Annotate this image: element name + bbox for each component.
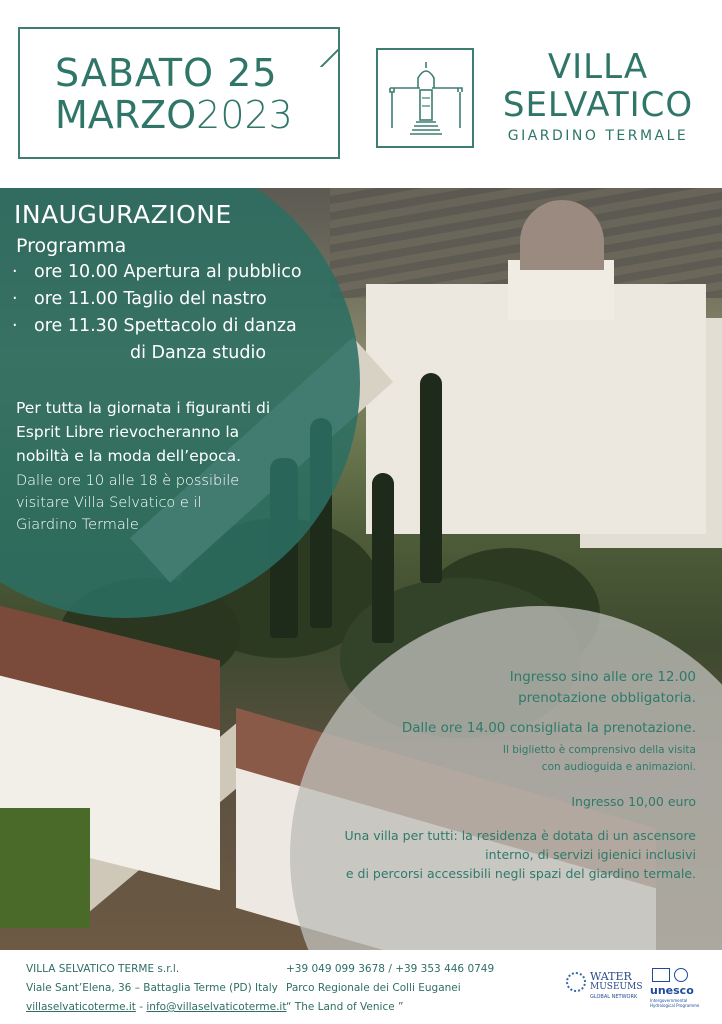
event-month-year [55, 93, 293, 137]
unesco-temple-icon [652, 968, 670, 982]
footer [0, 950, 722, 1024]
unesco-subtext: Intergovernmental Hydrological Programme [650, 998, 700, 1008]
villa-title-line1: VILLA [547, 47, 649, 87]
info-line: Dalle ore 14.00 consigliata la prenotazione. [401, 720, 696, 736]
bullet: · [12, 316, 18, 336]
footer-links [26, 998, 286, 1017]
ticket-price: Ingresso 10,00 euro [571, 794, 696, 809]
event-day: SABATO 25 [55, 51, 278, 95]
program-description [16, 396, 316, 468]
phone-numbers: +39 049 099 3678 / +39 353 446 0749 [286, 963, 495, 975]
description-line: Per tutta la giornata i figuranti di [16, 399, 271, 417]
photo-lawn [0, 808, 90, 928]
bullet: · [12, 289, 18, 309]
company-address: Viale Sant’Elena, 36 – Battaglia Terme (PD) Italy [26, 982, 278, 994]
header [0, 0, 722, 188]
program-item-continuation: di Danza studio [130, 343, 267, 363]
program-subtitle: Programma [16, 235, 127, 257]
info-line: Ingresso sino alle ore 12.00 [509, 669, 696, 685]
bullet: · [12, 262, 18, 282]
date-box-corner [300, 27, 340, 67]
tagline: “ The Land of Venice ” [286, 1001, 404, 1013]
opening-hours-description [16, 470, 316, 536]
villa-logo [376, 48, 474, 148]
footer-info [286, 960, 494, 1017]
program-item-text: ore 11.00 Taglio del nastro [34, 289, 267, 309]
description-line: visitare Villa Selvatico e il [16, 495, 202, 511]
program-item [12, 316, 297, 336]
entry-info [510, 667, 696, 709]
ticket-info [503, 742, 696, 776]
event-year: 2023 [196, 93, 293, 137]
accessibility-info [345, 826, 696, 883]
event-month: MARZO [55, 93, 197, 137]
info-line: prenotazione obbligatoria. [518, 690, 696, 706]
info-line: interno, di servizi igienici inclusivi [485, 847, 696, 862]
villa-tower-icon [384, 58, 468, 142]
photo-cypress [372, 473, 394, 643]
info-line: Una villa per tutti: la residenza è dotata di un ascensore [344, 828, 696, 843]
unesco-logo [650, 968, 700, 1012]
water-museums-logo [566, 970, 646, 1010]
info-line: e di percorsi accessibili negli spazi del giardino termale. [345, 866, 696, 881]
description-line: nobiltà e la moda dell’epoca. [16, 447, 242, 465]
program-item-text: ore 10.00 Apertura al pubblico [34, 262, 302, 282]
photo-villa-building [366, 284, 706, 534]
link-separator: - [135, 1001, 147, 1013]
program-item-text: ore 11.30 Spettacolo di danza [34, 316, 297, 336]
program-item [12, 262, 302, 282]
footer-contact [26, 960, 286, 1017]
water-museums-text: MUSEUMS [590, 982, 643, 992]
villa-subtitle: GIARDINO TERMALE [507, 128, 689, 144]
water-museums-text: WATER [590, 970, 632, 983]
date-box [18, 27, 340, 159]
description-line: Esprit Libre rievocheranno la [16, 423, 240, 441]
description-line: Giardino Termale [16, 517, 139, 533]
unesco-water-icon [674, 968, 688, 982]
program-title: INAUGURAZIONE [14, 200, 232, 229]
villa-title-line2: SELVATICO [502, 85, 694, 125]
villa-title [488, 48, 708, 124]
park-name: Parco Regionale dei Colli Euganei [286, 982, 461, 994]
info-line: con audioguida e animazioni. [541, 761, 696, 773]
water-museums-text: GLOBAL NETWORK [590, 994, 638, 1000]
photo-cypress [420, 373, 442, 583]
company-name: VILLA SELVATICO TERME s.r.l. [26, 963, 180, 975]
website-link[interactable]: villaselvaticoterme.it [26, 1001, 136, 1013]
water-museums-icon [566, 972, 586, 992]
unesco-text: unesco [650, 984, 694, 997]
description-line: Dalle ore 10 alle 18 è possibile [16, 473, 240, 489]
program-item [12, 289, 267, 309]
info-line: Il biglietto è comprensivo della visita [502, 744, 696, 756]
email-link[interactable]: info@villaselvaticoterme.it [146, 1001, 287, 1013]
